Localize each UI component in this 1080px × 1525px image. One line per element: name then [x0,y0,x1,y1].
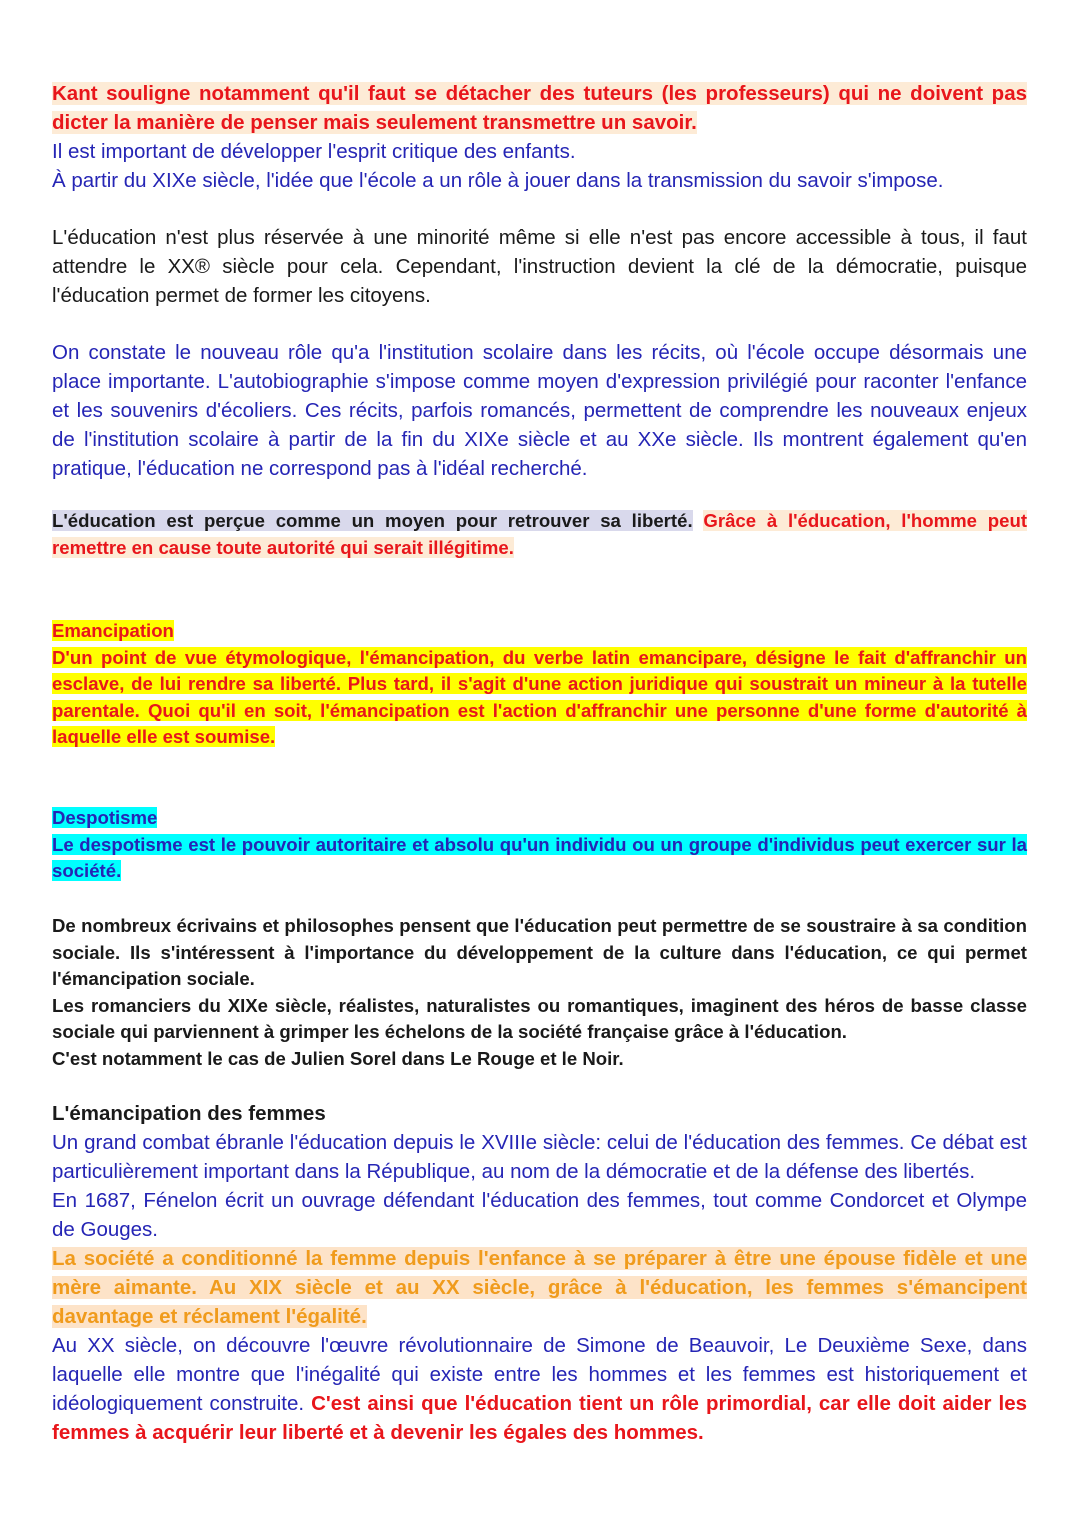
critical-thinking-line: Il est important de développer l'esprit critique des enfants. [52,140,576,163]
ecrivains-line: De nombreux écrivains et philosophes pensent que l'éducation peut permettre de se soustraire à sa condition sociale. Ils s'intéressent à l'importance du développement de la culture dans l'éducation, ce qui permet l'émancipation sociale. [52,915,1027,989]
despotisme-title: Despotisme [52,807,158,828]
conclusion-text: C'est ainsi que l'éducation tient un rôle primordial, car elle doit aider les femmes à acquérir leur liberté et à devenir les égales des hommes. [52,1392,1028,1444]
beauvoir-text: Au XX siècle, on découvre l'œuvre révolutionnaire de Simone de Beauvoir, Le Deuxième Sexe, dans laquelle elle montre que l'inégalité qui existe entre les hommes et les femmes est historiquement et idéologiquement construite. [52,1334,1027,1415]
paragraph-institution-scolaire: On constate le nouveau rôle qu'a l'institution scolaire dans les récits, où l'école occupe désormais une place importante. L'autobiographie s'impose comme moyen d'expression privilégié pour raconter l'enfance et les souvenirs d'écoliers. Ces récits, parfois romancés, permettent de comprendre les nouveaux enjeux de l'institution scolaire à partir de la fin du XIXe siècle et au XXe siècle. Ils montrent également qu'en pratique, l'éducation ne correspond pas à l'idéal recherché. [52,341,1027,480]
paragraph-kant [52,79,1027,195]
paragraph-ecrivains [52,913,1027,1072]
section-title: L'émancipation des femmes [52,1102,326,1125]
definition-despotisme [52,805,1027,885]
xix-century-line: À partir du XIXe siècle, l'idée que l'école a un rôle à jouer dans la transmission du savoir s'impose. [52,169,944,192]
julien-sorel-line: C'est notamment le cas de Julien Sorel dans Le Rouge et le Noir. [52,1047,624,1069]
autorite-highlight: Grâce à l'éducation, l'homme peut remettre en cause toute autorité qui serait illégitime. [52,510,1028,558]
section-emancipation-femmes [52,1099,1027,1447]
definition-emancipation [52,618,1027,751]
liberte-highlight: L'éducation est perçue comme un moyen pour retrouver sa liberté. [52,510,693,531]
femmes-para2: En 1687, Fénelon écrit un ouvrage défendant l'éducation des femmes, tout comme Condorcet et Olympe de Gouges. [52,1189,1027,1241]
emancipation-title: Emancipation [52,620,174,641]
femmes-para3-highlight: La société a conditionné la femme depuis l'enfance à se préparer à être une épouse fidèle et une mère aimante. Au XIX siècle et au XX siècle, grâce à l'éducation, les femmes s'émancipent davantage et réclament l'égalité. [52,1247,1027,1328]
romanciers-line: Les romanciers du XIXe siècle, réalistes, naturalistes ou romantiques, imaginent des héros de basse classe sociale qui parviennent à grimper les échelons de la société française grâce à l'éducation. [52,994,1027,1042]
paragraph-liberte [52,508,1027,561]
femmes-para1: Un grand combat ébranle l'éducation depuis le XVIIIe siècle: celui de l'éducation des femmes. Ce débat est particulièrement important dans la République, au nom de la démocratie et de la défense des libertés. [52,1131,1027,1183]
despotisme-text: Le despotisme est le pouvoir autoritaire et absolu qu'un individu ou un groupe d'individus peut exercer sur la société. [52,833,1027,881]
emancipation-text: D'un point de vue étymologique, l'émancipation, du verbe latin emancipare, désigne le fait d'affranchir un esclave, de lui rendre sa liberté. Plus tard, il s'agit d'une action juridique qui soustrait un mineur à la tutelle parentale. Quoi qu'il en soit, l'émancipation est l'action d'affranchir une personne d'une forme d'autorité à laquelle elle est soumise. [52,646,1027,747]
paragraph-education-minority: L'éducation n'est plus réservée à une minorité même si elle n'est pas encore accessible à tous, il faut attendre le XX® siècle pour cela. Cependant, l'instruction devient la clé de la démocratie, puisque l'éducation permet de former les citoyens. [52,226,1027,307]
kant-highlight: Kant souligne notamment qu'il faut se détacher des tuteurs (les professeurs) qui ne doivent pas dicter la manière de penser mais seulement transmettre un savoir. [52,82,1027,134]
